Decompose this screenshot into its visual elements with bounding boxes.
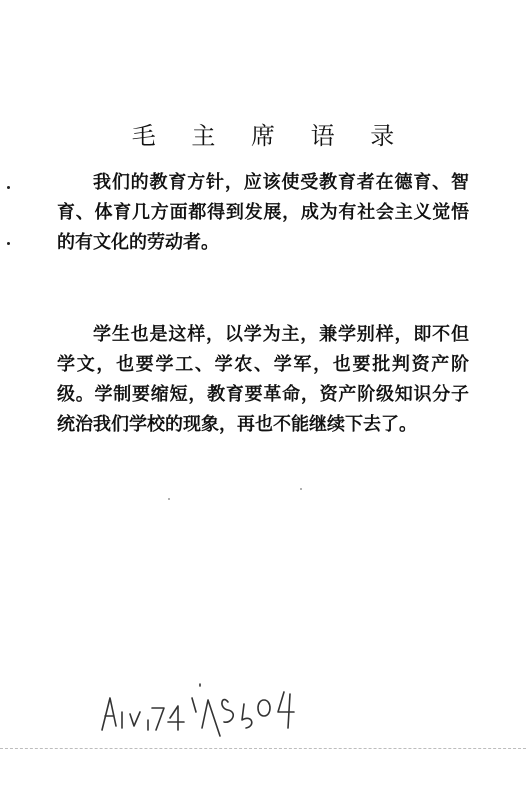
scan-speck	[300, 488, 302, 490]
quote-paragraph-2: 学生也是这样，以学为主，兼学别样，即不但学文，也要学工、学农、学军，也要批判资产阶级。学制要缩短，教育要革命，资产阶级知识分子统治我们学校的现象，再也不能继续下去了。	[57, 324, 469, 435]
scan-artifact-line	[0, 748, 526, 750]
scan-speck	[168, 498, 170, 500]
quote-paragraph-1: 我们的教育方针，应该使受教育者在德育、智育、体育几方面都得到发展，成为有社会主义觉悟的有文化的劳动者。	[57, 172, 469, 253]
margin-mark	[7, 186, 10, 189]
margin-mark	[7, 242, 10, 245]
handwritten-catalog-number	[96, 668, 336, 748]
page-title: 毛 主 席 语 录	[131, 122, 409, 150]
